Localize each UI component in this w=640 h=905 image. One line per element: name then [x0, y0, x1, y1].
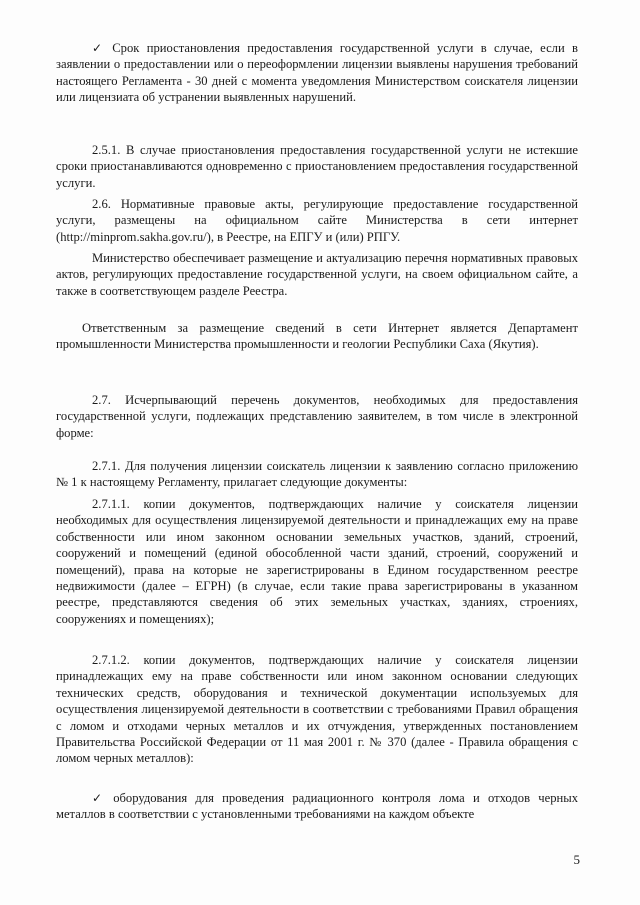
- page-number: 5: [573, 852, 580, 867]
- checkmark-icon: ✓: [92, 41, 107, 55]
- paragraph-2-5-1: 2.5.1. В случае приостановления предоставления государственной услуги не истекшие сроки приостанавливаются одновременно с приостановлением предоставления государственной услуги.: [56, 143, 578, 190]
- paragraph-text: Срок приостановления предоставления государственной услуги в случае, если в заявлении о предоставлении или о переоформлении лицензии выявлены нарушения требований настоящего Регламента - 30 дней с момента уведомления Министерством соискателя лицензии или лицензиата об устранении выявленных нарушений.: [56, 41, 578, 105]
- paragraph-suspension-term: [56, 40, 578, 106]
- paragraph-2-7-1-2: 2.7.1.2. копии документов, подтверждающих наличие у соискателя лицензии принадлежащих ему на праве собственности или ином законном основании следующих технических средств, оборудования и технической документации используемых для осуществления лицензируемой деятельности в соответствии с требованиями Правил обращения с ломом и отходами черных металлов и их отчуждения, утвержденных постановлением Правительства Российской Федерации от 11 мая 2001 г. № 370 (далее - Правила обращения с ломом черных металлов):: [56, 653, 578, 766]
- paragraph-responsible-department: Ответственным за размещение сведений в сети Интернет является Департамент промышленности Министерства промышленности и геологии Республики Саха (Якутия).: [56, 321, 578, 352]
- paragraph-2-7-1-1: 2.7.1.1. копии документов, подтверждающих наличие у соискателя лицензии необходимых для осуществления лицензируемой деятельности и принадлежащих ему на праве собственности или ином законном основании земельных участков, зданий, строений, сооружений и помещений (единой обособленной части зданий, строений, сооружений и помещений), права на которые не зарегистрированы в Едином государственном реестре недвижимости (далее – ЕГРН) (в случае, если такие права зарегистрированы в указанном реестре, представляются сведения об этих земельных участках, зданиях, строениях, сооружениях и помещениях);: [56, 497, 578, 626]
- paragraph-2-7: 2.7. Исчерпывающий перечень документов, необходимых для предоставления государственной услуги, подлежащих представлению заявителем, в том числе в электронной форме:: [56, 393, 578, 440]
- paragraph-2-6: 2.6. Нормативные правовые акты, регулирующие предоставление государственной услуги, размещены на официальном сайте Министерства в сети интернет (http://minprom.sakha.gov.ru/), в Реестре, на ЕПГУ и (или) РПГУ.: [56, 197, 578, 244]
- paragraph-radiation-equipment: [56, 790, 578, 823]
- checkmark-icon: ✓: [92, 791, 108, 805]
- paragraph-2-7-1: 2.7.1. Для получения лицензии соискатель лицензии к заявлению согласно приложению № 1 к настоящему Регламенту, прилагает следующие документы:: [56, 459, 578, 490]
- paragraph-text: оборудования для проведения радиационного контроля лома и отходов черных металлов в соответствии с установленными требованиями на каждом объекте: [56, 791, 578, 822]
- paragraph-ministry-actualization: Министерство обеспечивает размещение и актуализацию перечня нормативных правовых актов, регулирующих предоставление государственной услуги, на своем официальном сайте, а также в соответствующем разделе Реестра.: [56, 251, 578, 298]
